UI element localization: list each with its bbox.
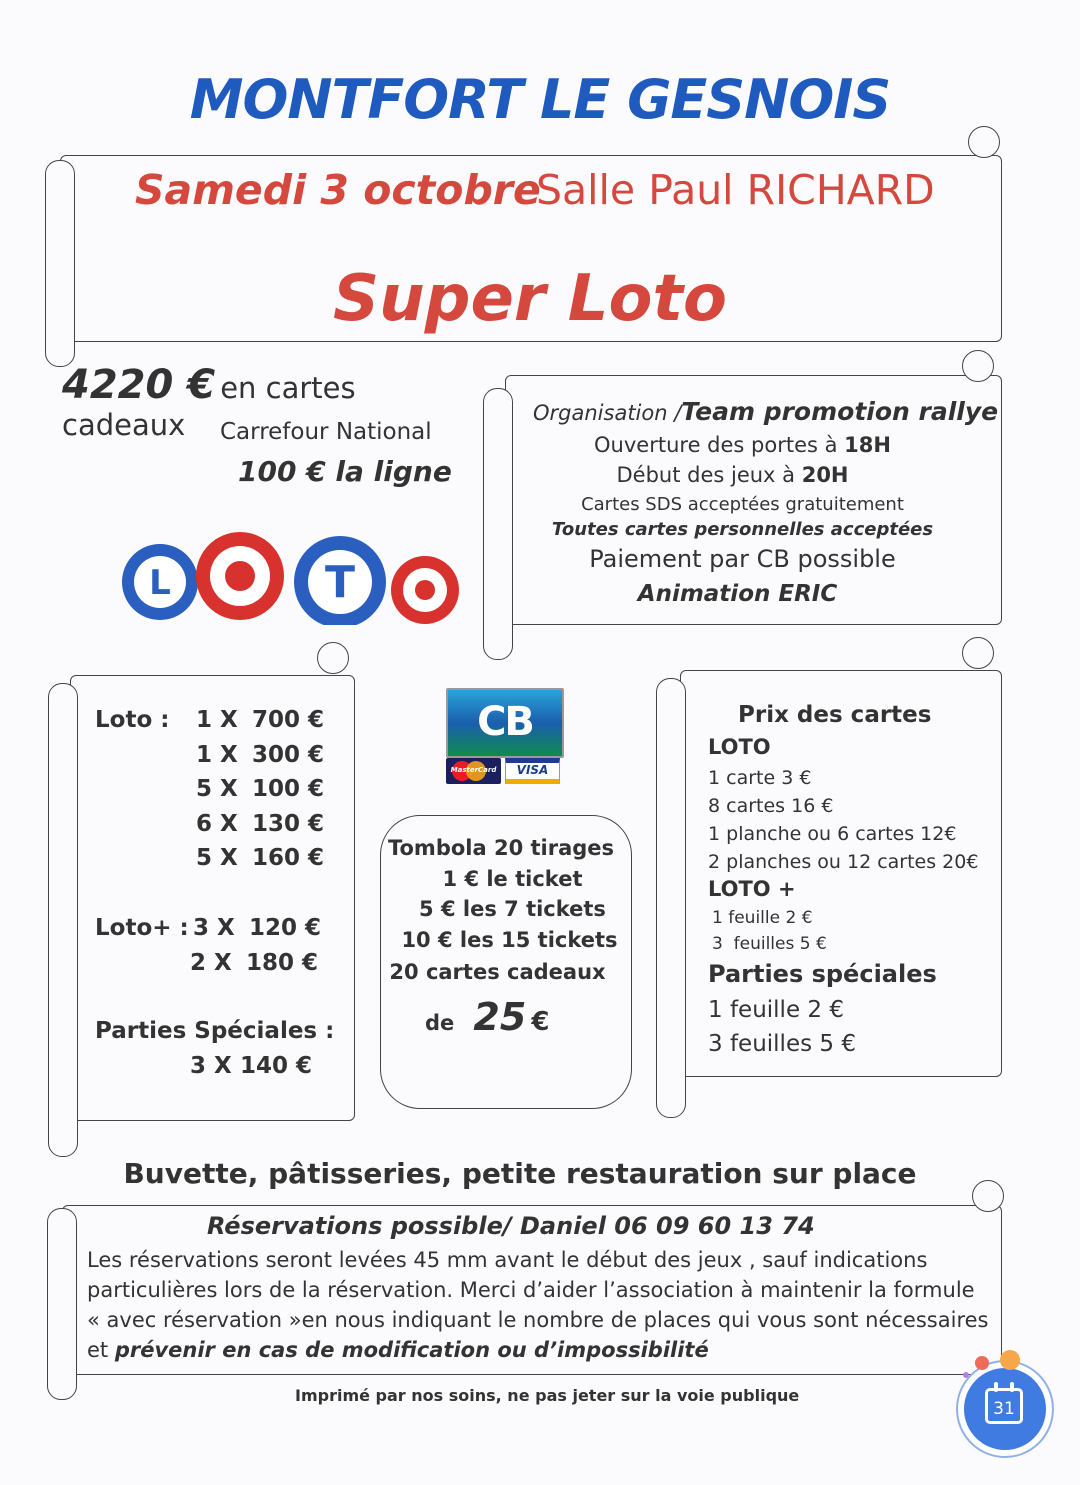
lotoplus-prize-amount: 120 € — [249, 915, 322, 941]
loto-prize-qty: 6 X — [196, 810, 238, 837]
loto-prize-5 — [196, 841, 324, 876]
loto-ball-3 — [294, 536, 386, 625]
visa-logo — [505, 758, 560, 784]
tombola-title: Tombola 20 tirages — [387, 836, 615, 860]
card-price-item: 2 planches ou 12 cartes 20€ — [708, 851, 979, 873]
prize-amount: 4220 € — [62, 362, 216, 408]
card-price-item: 3 feuilles 5 € — [712, 934, 827, 954]
lotoplus-prize-2 — [190, 946, 321, 981]
calendar-ring-left — [994, 1382, 998, 1392]
loto-prize-qty: 5 X — [196, 845, 238, 871]
loto-prize-amount: 160 € — [252, 845, 325, 871]
card-price-item: 3 feuilles 5 € — [708, 1031, 856, 1057]
lotoplus-prize-list — [190, 911, 322, 980]
games-start — [510, 463, 955, 487]
loto-prize-4 — [196, 807, 324, 842]
page-title: MONTFORT LE GESNOIS — [189, 68, 891, 131]
organisation-team: Team promotion rallye — [681, 397, 999, 426]
reservation-line-4-emph: prévenir en cas de modification ou d’impossibilité — [114, 1338, 709, 1362]
card-price-item: 1 carte 3 € — [708, 767, 812, 789]
loto-label: Loto : — [95, 707, 170, 733]
payment-info: Paiement par CB possible — [589, 545, 896, 573]
badge-dot-orange — [1000, 1350, 1020, 1370]
mastercard-text: MasterCard — [450, 766, 497, 774]
card-prices-loto-list — [708, 764, 978, 876]
card-prices-special-list — [708, 993, 856, 1061]
badge-dot-purple — [963, 1372, 969, 1378]
sds-cards: Cartes SDS acceptées gratuitement — [581, 494, 904, 515]
organisation-scroll-curl — [962, 350, 994, 382]
organisation-label: Organisation / — [533, 401, 682, 425]
badge-dot-red — [975, 1356, 989, 1370]
special-label: Parties Spéciales : — [95, 1018, 335, 1044]
calendar-icon — [985, 1388, 1023, 1424]
prizes-scroll-curl — [317, 642, 349, 674]
loto-prize-list — [196, 703, 324, 876]
lotoplus-prize-1 — [193, 911, 321, 946]
card-prices-title: Prix des cartes — [738, 702, 932, 728]
event-venue: Salle Paul RICHARD — [536, 166, 935, 214]
card-price-item: 1 planche ou 6 cartes 12€ — [708, 823, 957, 845]
loto-letter-1: L — [149, 563, 171, 603]
footer-note: Imprimé par nos soins, ne pas jeter sur la voie publique — [295, 1386, 800, 1405]
tombola-line-2: 5 € les 7 tickets — [419, 897, 606, 921]
card-prices-lotoplus-list — [712, 905, 827, 957]
cb-logo-text: CB — [477, 699, 533, 745]
visa-text: VISA — [516, 763, 549, 777]
tombola-line-1: 1 € le ticket — [442, 867, 583, 891]
special-prize-1 — [190, 1049, 312, 1084]
card-prices-scroll-rod — [656, 678, 686, 1118]
loto-prize-3 — [196, 772, 324, 807]
reservation-line-1: Les réservations seront levées 45 mm avant le début des jeux , sauf indications — [87, 1248, 928, 1272]
tombola-value: 25 — [473, 995, 527, 1039]
lotoplus-prize-qty: 2 X — [190, 949, 232, 976]
prize-per-line: 100 € la ligne — [238, 455, 452, 488]
special-prize-amount: 140 € — [240, 1053, 313, 1079]
lotoplus-prize-qty: 3 X — [193, 915, 235, 941]
loto-prize-qty: 1 X — [196, 707, 238, 733]
tombola-euro: € — [531, 1007, 550, 1037]
loto-letter-3: T — [324, 557, 356, 608]
special-prize-qty: 3 X — [190, 1053, 232, 1079]
loto-prize-1 — [196, 703, 324, 738]
organisation-scroll-rod — [483, 388, 513, 660]
loto-prize-amount: 700 € — [252, 707, 325, 733]
buvette-line: Buvette, pâtisseries, petite restauration sur place — [123, 1157, 917, 1190]
doors-time: 18H — [844, 433, 891, 457]
header-scroll-curl — [968, 126, 1000, 158]
doors-prefix: Ouverture des portes à — [594, 433, 845, 457]
lotoplus-label: Loto+ : — [95, 915, 189, 941]
lotoplus-prize-amount: 180 € — [246, 949, 319, 976]
card-price-item: 1 feuille 2 € — [708, 997, 844, 1023]
loto-ball-2 — [196, 532, 284, 620]
organisation-line — [533, 397, 998, 426]
prize-amount-suffix: en cartes cadeaux — [62, 371, 356, 442]
card-prices-special-heading: Parties spéciales — [708, 960, 937, 988]
event-date: Samedi 3 octobre — [135, 166, 541, 214]
calendar-badge[interactable] — [956, 1360, 1054, 1458]
reservation-line-2: particulières lors de la réservation. Merci d’aider l’association à maintenir la formule — [87, 1278, 975, 1302]
games-time: 20H — [801, 463, 849, 487]
loto-prize-amount: 300 € — [252, 741, 325, 768]
loto-ball-4 — [391, 556, 459, 624]
loto-prize-2 — [196, 738, 324, 773]
loto-ball-1 — [122, 544, 198, 620]
reservation-scroll-rod — [47, 1208, 77, 1400]
card-prices-lotoplus-heading: LOTO + — [708, 877, 796, 901]
loto-prize-amount: 100 € — [252, 776, 325, 802]
calendar-badge-number: 31 — [993, 1399, 1015, 1419]
header-scroll-rod — [45, 160, 75, 367]
reservation-scroll-curl — [972, 1180, 1004, 1212]
card-price-item: 8 cartes 16 € — [708, 795, 834, 817]
card-price-item: 1 feuille 2 € — [712, 908, 813, 928]
personal-cards: Toutes cartes personnelles acceptées — [551, 519, 934, 540]
loto-prize-amount: 130 € — [252, 810, 325, 837]
tombola-line-3: 10 € les 15 tickets — [401, 928, 618, 952]
prizes-scroll-rod — [48, 683, 78, 1157]
tombola-value-line — [425, 995, 549, 1039]
reservation-title: Réservations possible/ Daniel 06 09 60 13 74 — [207, 1212, 815, 1240]
reservation-line-4 — [87, 1335, 987, 1365]
loto-logo — [115, 530, 465, 625]
cb-logo — [446, 688, 564, 758]
tombola-line-4: 20 cartes cadeaux — [389, 960, 606, 984]
event-name: Super Loto — [332, 262, 728, 336]
doors-opening — [520, 433, 965, 457]
games-prefix: Début des jeux à — [616, 463, 802, 487]
reservation-line-3: « avec réservation »en nous indiquant le nombre de places qui vous sont nécessaires — [87, 1308, 989, 1332]
mastercard-logo — [446, 758, 501, 784]
animation-info: Animation ERIC — [637, 581, 838, 607]
card-prices-loto-heading: LOTO — [708, 735, 771, 759]
reservation-text — [87, 1245, 987, 1365]
prize-store: Carrefour National — [220, 419, 432, 445]
loto-prize-qty: 1 X — [196, 741, 238, 768]
tombola-de: de — [425, 1011, 455, 1035]
loto-prize-qty: 5 X — [196, 776, 238, 802]
calendar-ring-right — [1010, 1382, 1014, 1392]
card-prices-scroll-curl — [962, 637, 994, 669]
reservation-line-4-prefix: et — [87, 1338, 115, 1362]
